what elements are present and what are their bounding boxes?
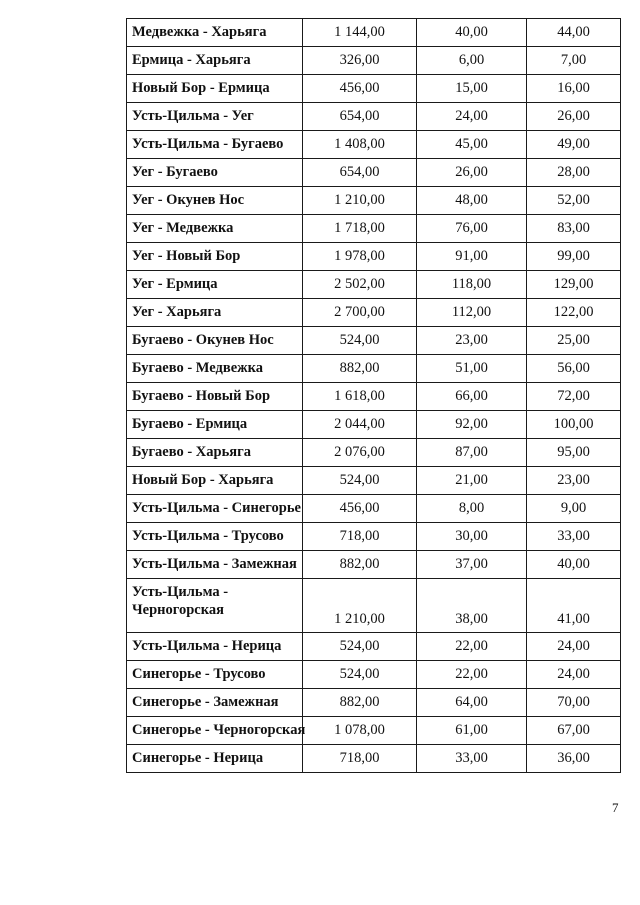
page-number: 7: [612, 800, 619, 815]
value-cell-2: 129,00: [527, 271, 621, 299]
route-cell: Бугаево - Медвежка: [127, 355, 303, 383]
route-cell: Уег - Окунев Нос: [127, 187, 303, 215]
route-cell: Усть-Цильма - Замежная: [127, 551, 303, 579]
table-row: [127, 439, 621, 467]
value-cell-1: 87,00: [417, 439, 527, 467]
value-cell-2: 72,00: [527, 383, 621, 411]
value-cell-1: 26,00: [417, 159, 527, 187]
distance-cell: 1 210,00: [303, 187, 417, 215]
value-cell-1: 61,00: [417, 717, 527, 745]
value-cell-2: 26,00: [527, 103, 621, 131]
value-cell-1: 15,00: [417, 75, 527, 103]
value-cell-2: 44,00: [527, 19, 621, 47]
value-cell-2: 25,00: [527, 327, 621, 355]
route-cell: Бугаево - Окунев Нос: [127, 327, 303, 355]
route-cell: Новый Бор - Ермица: [127, 75, 303, 103]
distance-cell: 654,00: [303, 103, 417, 131]
route-cell: Усть-Цильма - Черногорская: [127, 579, 303, 633]
value-cell-2: 36,00: [527, 745, 621, 773]
value-cell-1: 23,00: [417, 327, 527, 355]
value-cell-1: 22,00: [417, 633, 527, 661]
route-cell: Синегорье - Нерица: [127, 745, 303, 773]
route-cell: Синегорье - Замежная: [127, 689, 303, 717]
distance-cell: 718,00: [303, 523, 417, 551]
route-cell: Усть-Цильма - Синегорье: [127, 495, 303, 523]
distance-cell: 1 408,00: [303, 131, 417, 159]
value-cell-1: 48,00: [417, 187, 527, 215]
distance-cell: 2 044,00: [303, 411, 417, 439]
route-cell: Уег - Харьяга: [127, 299, 303, 327]
value-cell-2: 16,00: [527, 75, 621, 103]
routes-table: [126, 18, 621, 773]
table-row: [127, 103, 621, 131]
table-row: [127, 661, 621, 689]
value-cell-1: 6,00: [417, 47, 527, 75]
route-cell: Уег - Новый Бор: [127, 243, 303, 271]
distance-cell: 2 700,00: [303, 299, 417, 327]
table-row: [127, 355, 621, 383]
table-row: [127, 215, 621, 243]
route-cell: Усть-Цильма - Трусово: [127, 523, 303, 551]
distance-cell: 1 210,00: [303, 579, 417, 633]
distance-cell: 654,00: [303, 159, 417, 187]
distance-cell: 882,00: [303, 689, 417, 717]
distance-cell: 1 718,00: [303, 215, 417, 243]
table-row: [127, 243, 621, 271]
route-cell: Усть-Цильма - Уег: [127, 103, 303, 131]
table-row: [127, 523, 621, 551]
table-row: [127, 383, 621, 411]
value-cell-2: 52,00: [527, 187, 621, 215]
value-cell-2: 28,00: [527, 159, 621, 187]
value-cell-2: 122,00: [527, 299, 621, 327]
distance-cell: 524,00: [303, 327, 417, 355]
table-row: [127, 159, 621, 187]
table-row: [127, 411, 621, 439]
value-cell-2: 9,00: [527, 495, 621, 523]
value-cell-1: 22,00: [417, 661, 527, 689]
value-cell-2: 67,00: [527, 717, 621, 745]
distance-cell: 326,00: [303, 47, 417, 75]
distance-cell: 882,00: [303, 551, 417, 579]
distance-cell: 2 502,00: [303, 271, 417, 299]
route-cell: Усть-Цильма - Бугаево: [127, 131, 303, 159]
route-cell: Синегорье - Трусово: [127, 661, 303, 689]
value-cell-1: 66,00: [417, 383, 527, 411]
distance-cell: 524,00: [303, 633, 417, 661]
value-cell-2: 33,00: [527, 523, 621, 551]
value-cell-2: 41,00: [527, 579, 621, 633]
value-cell-1: 38,00: [417, 579, 527, 633]
table-row: [127, 633, 621, 661]
table-row: [127, 579, 621, 633]
value-cell-1: 30,00: [417, 523, 527, 551]
distance-cell: 1 144,00: [303, 19, 417, 47]
table-row: [127, 717, 621, 745]
route-cell: Новый Бор - Харьяга: [127, 467, 303, 495]
value-cell-1: 76,00: [417, 215, 527, 243]
distance-cell: 524,00: [303, 661, 417, 689]
value-cell-2: 23,00: [527, 467, 621, 495]
table-row: [127, 47, 621, 75]
table-row: [127, 19, 621, 47]
value-cell-2: 56,00: [527, 355, 621, 383]
table-row: [127, 131, 621, 159]
distance-cell: 456,00: [303, 75, 417, 103]
table-row: [127, 745, 621, 773]
value-cell-1: 40,00: [417, 19, 527, 47]
value-cell-1: 45,00: [417, 131, 527, 159]
distance-cell: 1 078,00: [303, 717, 417, 745]
distance-cell: 718,00: [303, 745, 417, 773]
value-cell-2: 100,00: [527, 411, 621, 439]
value-cell-2: 24,00: [527, 633, 621, 661]
route-cell: Бугаево - Новый Бор: [127, 383, 303, 411]
value-cell-1: 8,00: [417, 495, 527, 523]
route-cell: Бугаево - Ермица: [127, 411, 303, 439]
value-cell-2: 7,00: [527, 47, 621, 75]
value-cell-2: 49,00: [527, 131, 621, 159]
value-cell-2: 40,00: [527, 551, 621, 579]
value-cell-1: 51,00: [417, 355, 527, 383]
table-row: [127, 551, 621, 579]
value-cell-1: 92,00: [417, 411, 527, 439]
table-row: [127, 495, 621, 523]
route-cell: Уег - Ермица: [127, 271, 303, 299]
distance-cell: 1 978,00: [303, 243, 417, 271]
distance-cell: 456,00: [303, 495, 417, 523]
distance-cell: 1 618,00: [303, 383, 417, 411]
value-cell-1: 33,00: [417, 745, 527, 773]
value-cell-2: 83,00: [527, 215, 621, 243]
value-cell-1: 24,00: [417, 103, 527, 131]
value-cell-1: 118,00: [417, 271, 527, 299]
value-cell-1: 112,00: [417, 299, 527, 327]
value-cell-2: 70,00: [527, 689, 621, 717]
table-row: [127, 271, 621, 299]
routes-table-body: [127, 19, 621, 773]
distance-cell: 882,00: [303, 355, 417, 383]
value-cell-1: 91,00: [417, 243, 527, 271]
table-row: [127, 187, 621, 215]
route-cell: Ермица - Харьяга: [127, 47, 303, 75]
value-cell-2: 24,00: [527, 661, 621, 689]
table-row: [127, 327, 621, 355]
route-cell: Синегорье - Черногорская: [127, 717, 303, 745]
value-cell-1: 37,00: [417, 551, 527, 579]
distance-cell: 2 076,00: [303, 439, 417, 467]
distance-cell: 524,00: [303, 467, 417, 495]
table-row: [127, 75, 621, 103]
value-cell-1: 64,00: [417, 689, 527, 717]
route-cell: Медвежка - Харьяга: [127, 19, 303, 47]
route-cell: Усть-Цильма - Нерица: [127, 633, 303, 661]
route-cell: Уег - Бугаево: [127, 159, 303, 187]
table-row: [127, 689, 621, 717]
value-cell-2: 99,00: [527, 243, 621, 271]
table-row: [127, 299, 621, 327]
value-cell-1: 21,00: [417, 467, 527, 495]
value-cell-2: 95,00: [527, 439, 621, 467]
table-row: [127, 467, 621, 495]
route-cell: Уег - Медвежка: [127, 215, 303, 243]
route-cell: Бугаево - Харьяга: [127, 439, 303, 467]
